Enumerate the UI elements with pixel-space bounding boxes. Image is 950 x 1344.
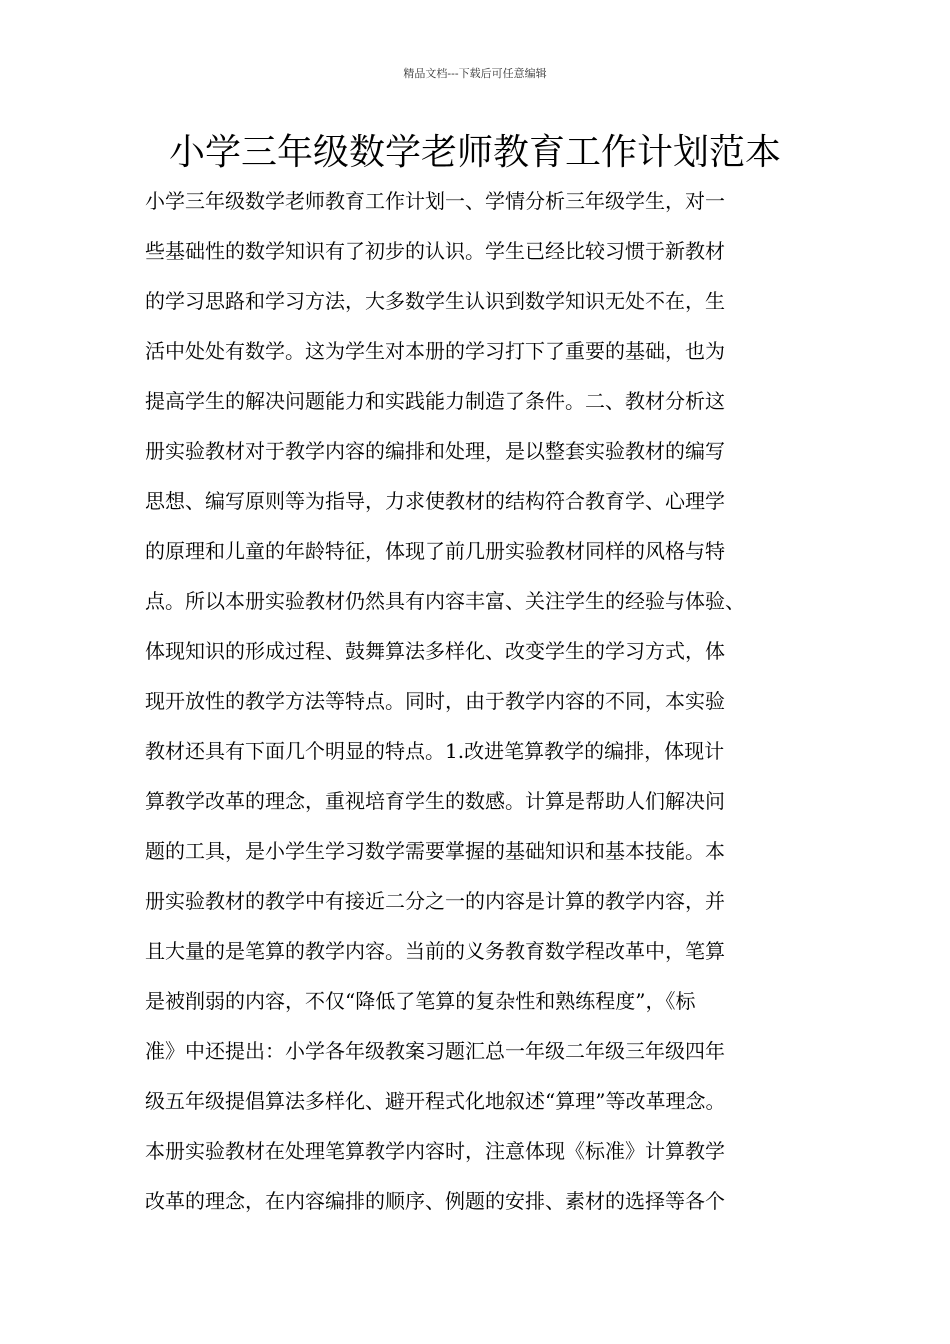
body-line: 题的工具，是小学生学习数学需要掌握的基础知识和基本技能。本: [145, 839, 725, 863]
body-line: 的原理和儿童的年龄特征，体现了前几册实验教材同样的风格与特: [145, 539, 725, 563]
body-line: 些基础性的数学知识有了初步的认识。学生已经比较习惯于新教材: [145, 239, 725, 263]
body-line: 算教学改革的理念，重视培育学生的数感。计算是帮助人们解决问: [145, 789, 725, 813]
document-body: [145, 181, 845, 1231]
body-line: 是被削弱的内容，不仅“降低了笔算的复杂性和熟练程度”，《标: [145, 989, 696, 1013]
header-note: 精品文档---下载后可任意编辑: [403, 67, 547, 80]
body-line: 本册实验教材在处理笔算教学内容时，注意体现《标准》计算教学: [145, 1139, 725, 1163]
body-line: 提高学生的解决问题能力和实践能力制造了条件。二、教材分析这: [145, 389, 725, 413]
body-line: 改革的理念，在内容编排的顺序、例题的安排、素材的选择等各个: [145, 1189, 725, 1213]
body-line: 点。所以本册实验教材仍然具有内容丰富、关注学生的经验与体验、: [145, 589, 745, 613]
body-line: 教材还具有下面几个明显的特点。1.改进笔算教学的编排，体现计: [145, 739, 725, 763]
body-line: 准》中还提出：小学各年级教案习题汇总一年级二年级三年级四年: [145, 1039, 725, 1063]
body-line: 体现知识的形成过程、鼓舞算法多样化、改变学生的学习方式，体: [145, 639, 725, 663]
body-line: 思想、编写原则等为指导，力求使教材的结构符合教育学、心理学: [145, 489, 725, 513]
body-line: 现开放性的教学方法等特点。同时，由于教学内容的不同，本实验: [145, 689, 725, 713]
body-line: 的学习思路和学习方法，大多数学生认识到数学知识无处不在，生: [145, 289, 725, 313]
body-line: 且大量的是笔算的教学内容。当前的义务教育数学程改革中，笔算: [145, 939, 725, 963]
body-line: 小学三年级数学老师教育工作计划一、学情分析三年级学生，对一: [145, 189, 725, 213]
body-line: 册实验教材的教学中有接近二分之一的内容是计算的教学内容，并: [145, 889, 725, 913]
document-title: 小学三年级数学老师教育工作计划范本: [168, 132, 781, 173]
body-line: 活中处处有数学。这为学生对本册的学习打下了重要的基础，也为: [145, 339, 725, 363]
body-line: 册实验教材对于教学内容的编排和处理，是以整套实验教材的编写: [145, 439, 725, 463]
body-line: 级五年级提倡算法多样化、避开程式化地叙述“算理”等改革理念。: [145, 1089, 726, 1113]
